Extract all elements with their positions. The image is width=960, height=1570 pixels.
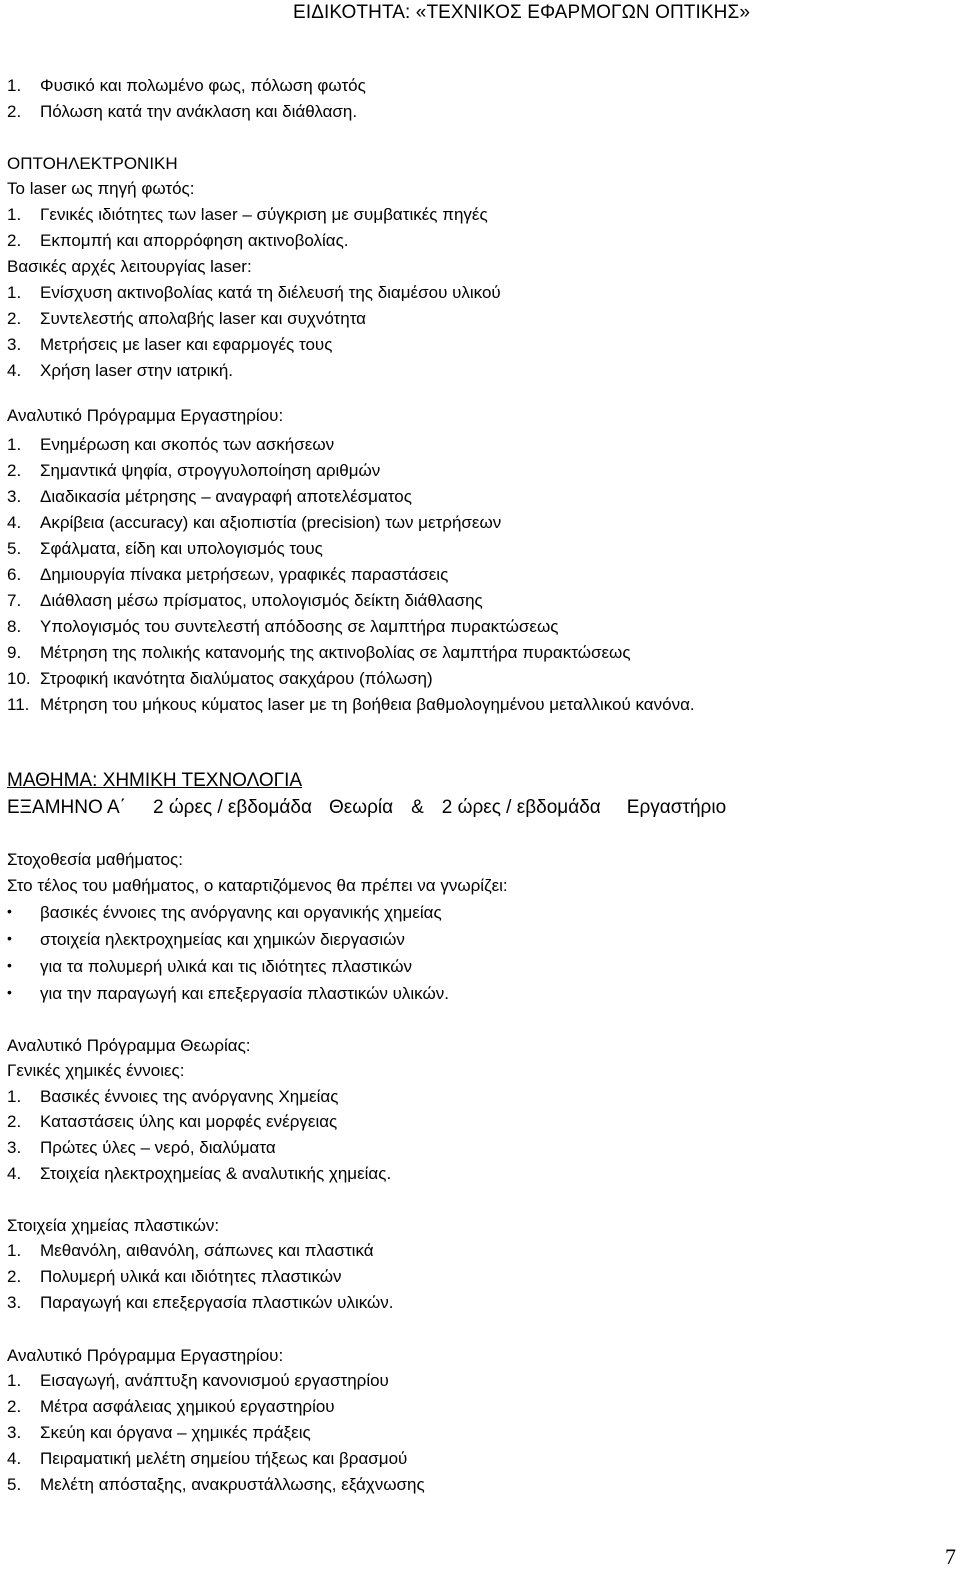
page-header: ΕΙΔΙΚΟΤΗΤΑ: «ΤΕΧΝΙΚΟΣ ΕΦΑΡΜΟΓΩΝ ΟΠΤΙΚΗΣ»	[293, 2, 750, 23]
schedule-line: ΕΞΑΜΗΝΟ Α΄ 2 ώρες / εβδομάδα Θεωρία & 2 ώρες / εβδομάδα Εργαστήριο	[7, 797, 727, 818]
list-item: 4. Πειραματική μελέτη σημείου τήξεως και βρασμού	[7, 1449, 408, 1468]
page-number: 7	[945, 1544, 956, 1569]
list-item: 1. Εισαγωγή, ανάπτυξη κανονισμού εργαστηρίου	[7, 1371, 389, 1390]
list-item: 10. Στροφική ικανότητα διαλύματος σακχάρου (πόλωση)	[7, 669, 433, 688]
subsection-label: Βασικές αρχές λειτουργίας laser:	[7, 257, 252, 276]
section-heading: Αναλυτικό Πρόγραμμα Εργαστηρίου:	[7, 406, 284, 425]
list-item: 4. Χρήση laser στην ιατρική.	[7, 361, 234, 380]
section-heading: Στοχοθεσία μαθήματος:	[7, 850, 183, 869]
list-item: 5. Σφάλματα, είδη και υπολογισμός τους	[7, 539, 323, 558]
list-item: 2. Πόλωση κατά την ανάκλαση και διάθλαση.	[7, 102, 358, 121]
list-item: 2. Μέτρα ασφάλειας χημικού εργαστηρίου	[7, 1397, 335, 1416]
list-item: 3. Μετρήσεις με laser και εφαρμογές τους	[7, 335, 333, 354]
subsection-label: Στοιχεία χημείας πλαστικών:	[7, 1216, 220, 1235]
list-item: 2. Καταστάσεις ύλης και μορφές ενέργειας	[7, 1112, 338, 1131]
list-item: 11. Μέτρηση του μήκους κύματος laser με τη βοήθεια βαθμολογημένου μεταλλικού κανόνα.	[7, 695, 695, 714]
section-heading: ΟΠΤΟΗΛΕΚΤΡΟΝΙΚΗ	[7, 154, 178, 173]
list-item: 1. Μεθανόλη, αιθανόλη, σάπωνες και πλαστικά	[7, 1241, 374, 1260]
bullet-item: • για τα πολυμερή υλικά και τις ιδιότητες πλαστικών	[7, 957, 412, 976]
section-heading: Αναλυτικό Πρόγραμμα Εργαστηρίου:	[7, 1346, 284, 1365]
list-item: 4. Ακρίβεια (accuracy) και αξιοπιστία (precision) των μετρήσεων	[7, 513, 502, 532]
bullet-icon: •	[7, 930, 12, 946]
list-item: 2. Συντελεστής απολαβής laser και συχνότητα	[7, 309, 367, 328]
list-item: 1. Βασικές έννοιες της ανόργανης Χημείας	[7, 1087, 339, 1106]
objectives-intro: Στο τέλος του μαθήματος, ο καταρτιζόμενος θα πρέπει να γνωρίζει:	[7, 876, 508, 895]
section-heading: Αναλυτικό Πρόγραμμα Θεωρίας:	[7, 1036, 251, 1055]
subject-title: ΜΑΘΗΜΑ: ΧΗΜΙΚΗ ΤΕΧΝΟΛΟΓΙΑ	[7, 770, 303, 791]
list-item: 6. Δημιουργία πίνακα μετρήσεων, γραφικές παραστάσεις	[7, 565, 449, 584]
list-item: 2. Σημαντικά ψηφία, στρογγυλοποίηση αριθμών	[7, 461, 381, 480]
list-item: 5. Μελέτη απόσταξης, ανακρυστάλλωσης, εξάχνωσης	[7, 1475, 425, 1494]
list-item: 8. Υπολογισμός του συντελεστή απόδοσης σε λαμπτήρα πυρακτώσεως	[7, 617, 559, 636]
bullet-icon: •	[7, 903, 12, 919]
list-item: 2. Εκπομπή και απορρόφηση ακτινοβολίας.	[7, 231, 349, 250]
subsection-label: Γενικές χημικές έννοιες:	[7, 1061, 185, 1080]
list-item: 4. Στοιχεία ηλεκτροχημείας & αναλυτικής χημείας.	[7, 1164, 392, 1183]
bullet-icon: •	[7, 984, 12, 1000]
list-item: 3. Διαδικασία μέτρησης – αναγραφή αποτελέσματος	[7, 487, 412, 506]
list-item: 3. Πρώτες ύλες – νερό, διαλύματα	[7, 1138, 276, 1157]
list-item: 1. Ενίσχυση ακτινοβολίας κατά τη διέλευσή της διαμέσου υλικού	[7, 283, 501, 302]
bullet-icon: •	[7, 957, 12, 973]
list-item: 1. Ενημέρωση και σκοπός των ασκήσεων	[7, 435, 335, 454]
subsection-label: Το laser ως πηγή φωτός:	[7, 179, 195, 198]
list-item: 3. Σκεύη και όργανα – χημικές πράξεις	[7, 1423, 311, 1442]
list-item: 9. Μέτρηση της πολικής κατανομής της ακτινοβολίας σε λαμπτήρα πυρακτώσεως	[7, 643, 631, 662]
bullet-item: • στοιχεία ηλεκτροχημείας και χημικών διεργασιών	[7, 930, 405, 949]
list-item: 1. Φυσικό και πολωμένο φως, πόλωση φωτός	[7, 76, 366, 95]
list-item: 1. Γενικές ιδιότητες των laser – σύγκριση με συμβατικές πηγές	[7, 205, 488, 224]
list-item: 2. Πολυμερή υλικά και ιδιότητες πλαστικών	[7, 1267, 342, 1286]
list-item: 3. Παραγωγή και επεξεργασία πλαστικών υλικών.	[7, 1293, 394, 1312]
bullet-item: • για την παραγωγή και επεξεργασία πλαστικών υλικών.	[7, 984, 449, 1003]
bullet-item: • βασικές έννοιες της ανόργανης και οργανικής χημείας	[7, 903, 442, 922]
list-item: 7. Διάθλαση μέσω πρίσματος, υπολογισμός δείκτη διάθλασης	[7, 591, 483, 610]
